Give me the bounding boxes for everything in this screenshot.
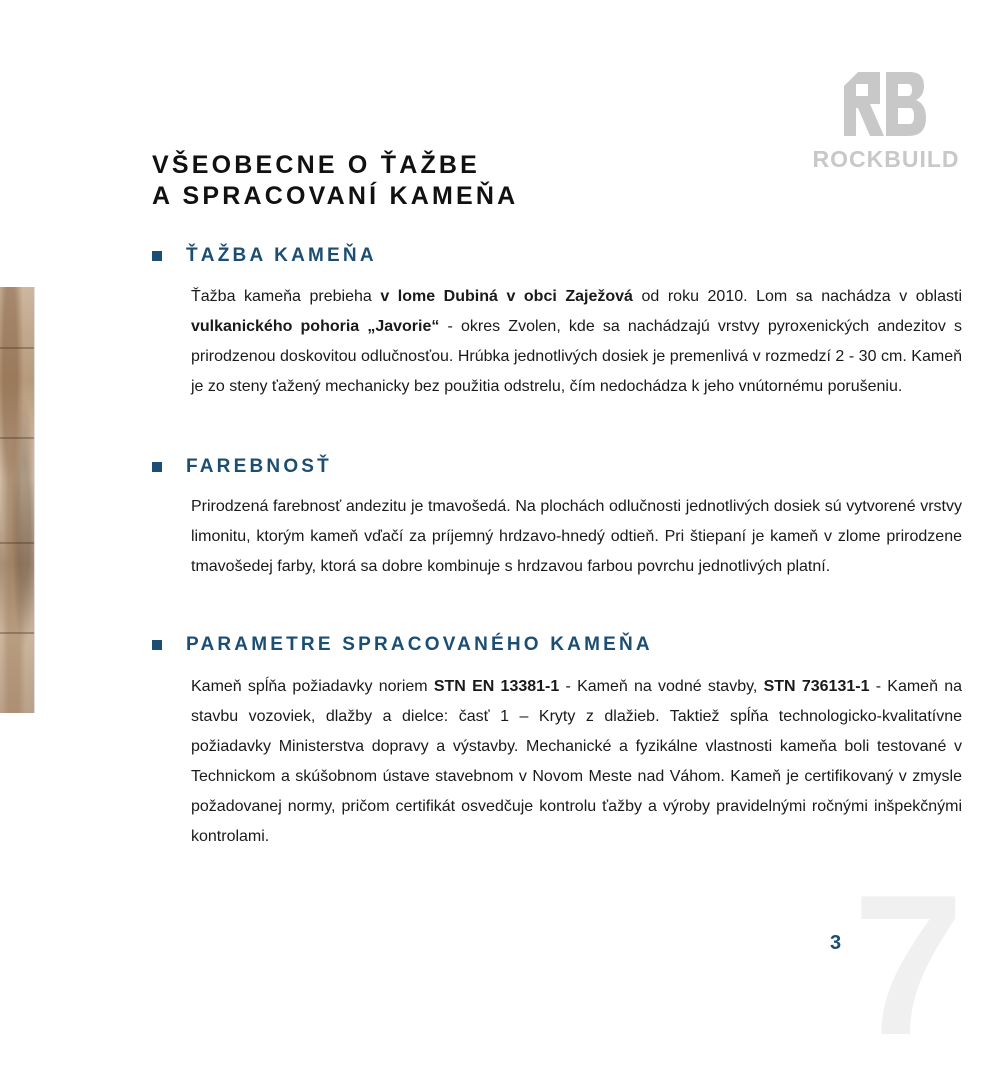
text-segment: Kameň spĺňa požiadavky noriem	[191, 678, 434, 695]
section-heading-text: PARAMETRE SPRACOVANÉHO KAMEŇA	[186, 634, 653, 655]
text-segment: od roku 2010. Lom sa nachádza v oblasti	[632, 288, 962, 305]
square-bullet-icon	[152, 640, 162, 650]
bold-text-segment: v lome Dubiná v obci Zaježová	[380, 288, 633, 305]
page-title	[152, 150, 518, 212]
chapter-number-watermark: 7	[852, 854, 964, 1077]
rb-logo-mark-icon	[840, 70, 930, 136]
text-segment: - okres Zvolen, kde sa nachádzajú vrstvy pyroxenických andezitov s prirodzenou doskovitou odlučnosťou. Hrúbka jednotlivých dosiek je premenlivá v rozmedzí 2 - 30 cm. Kameň je zo steny ťažený mechanicky bez použitia odstrelu, čím nedochádza k jeho vnútornému porušeniu.	[191, 318, 963, 395]
square-bullet-icon	[152, 462, 162, 472]
bold-text-segment: vulkanického pohoria „Javorie“	[191, 318, 440, 335]
stone-texture-line	[0, 542, 34, 544]
brand-name: ROCKBUILD	[812, 146, 960, 172]
text-segment: Prirodzená farebnosť andezitu je tmavošedá. Na plochách odlučnosti jednotlivých dosiek sú vytvorené vrstvy limonitu, ktorým kameň vďačí za príjemný hrdzavo-hnedý odtieň. Pri štiepaní je kameň v zlome prirodzene tmavošedej farby, ktorá sa dobre kombinuje s hrdzavou farbou povrchu jednotlivých platní.	[191, 498, 962, 575]
page-number: 3	[830, 932, 842, 954]
text-segment: Ťažba kameňa prebieha	[191, 288, 381, 305]
section-paragraph-tazba	[191, 282, 962, 402]
stone-texture-line	[0, 437, 34, 439]
section-heading-tazba	[152, 245, 377, 267]
page-title-line-2: A SPRACOVANÍ KAMEŇA	[152, 182, 519, 210]
section-paragraph-parametre	[191, 672, 962, 852]
bold-text-segment: STN EN 13381-1	[433, 678, 560, 695]
stone-photo-strip	[0, 287, 35, 713]
stone-texture-line	[0, 632, 34, 634]
section-heading-text: ŤAŽBA KAMEŇA	[186, 245, 377, 266]
text-segment: - Kameň na vodné stavby,	[559, 678, 764, 695]
rockbuild-logo	[808, 70, 964, 174]
section-heading-parametre	[152, 634, 653, 656]
section-heading-farebnost	[152, 456, 332, 478]
stone-texture-line	[0, 347, 34, 349]
text-segment: - Kameň na stavbu vozoviek, dlažby a dielce: časť 1 – Kryty z dlažieb. Taktiež spĺňa technologicko-kvalitatívne požiadavky Ministerstva dopravy a výstavby. Mechanické a fyzikálne vlastnosti kameňa boli testované v Technickom a skúšobnom ústave stavebnom v Novom Meste nad Váhom. Kameň je certifikovaný v zmysle požadovanej normy, pričom certifikát osvedčuje kontrolu ťažby a výroby pravidelnými ročnými inšpekčnými kontrolami.	[191, 678, 962, 845]
page-title-line-1: VŠEOBECNE O ŤAŽBE	[152, 151, 481, 179]
square-bullet-icon	[152, 251, 162, 261]
bold-text-segment: STN 736131-1	[763, 678, 870, 695]
section-heading-text: FAREBNOSŤ	[186, 456, 332, 477]
section-paragraph-farebnost	[191, 492, 962, 582]
